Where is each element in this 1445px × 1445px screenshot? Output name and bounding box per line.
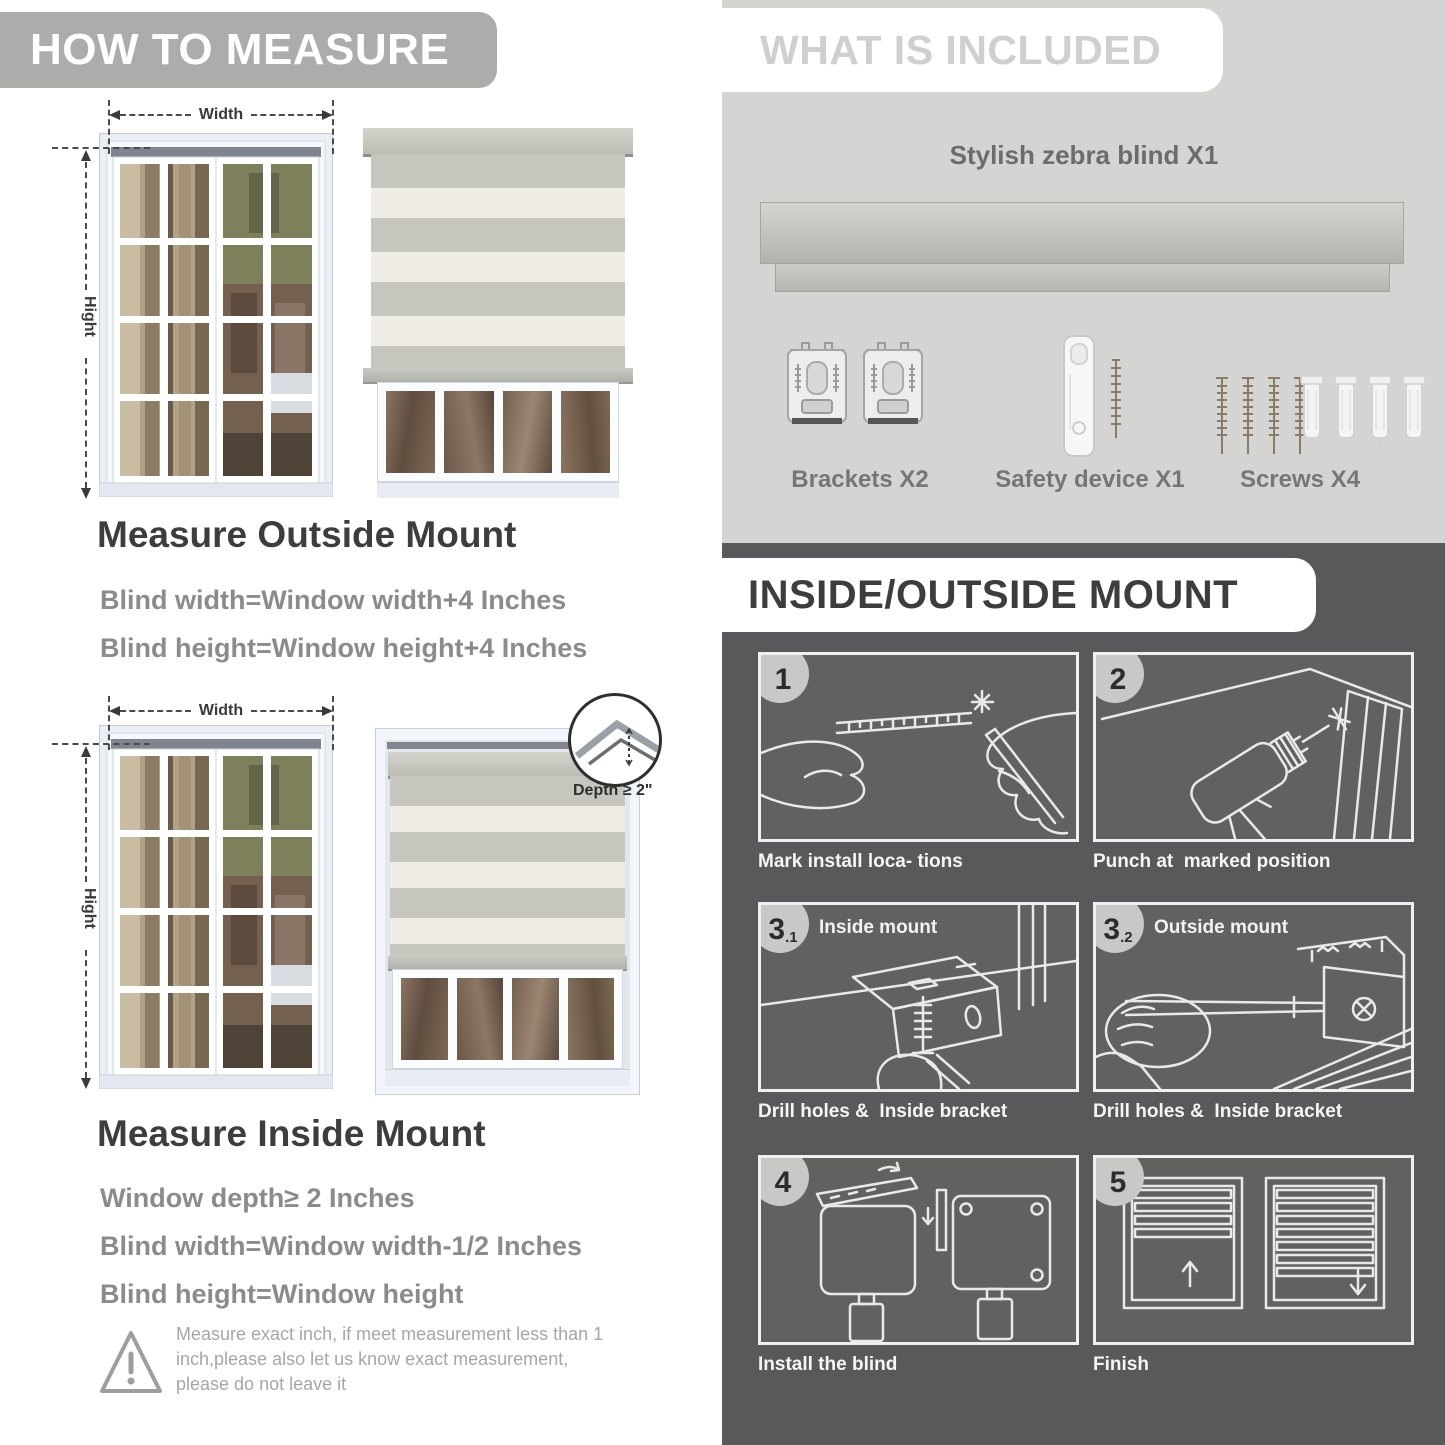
finished-blinds-illustration bbox=[1096, 1158, 1411, 1342]
screws-label: Screws X4 bbox=[1239, 466, 1361, 493]
down-arrow-icon bbox=[1351, 1270, 1365, 1294]
step-1-caption: Mark install loca- tions bbox=[758, 851, 963, 872]
arrow-right-icon bbox=[322, 706, 333, 716]
width-label-2: Width bbox=[198, 702, 244, 719]
height-tick-top bbox=[52, 147, 150, 149]
width-arrow bbox=[109, 107, 333, 123]
blind-headrail-image bbox=[760, 202, 1404, 264]
measurement-warning: Measure exact inch, if meet measurement less than 1 inch,please also let us know exact measurement, please do not leave it bbox=[176, 1324, 604, 1394]
outside-width-formula: Blind width=Window width+4 Inches bbox=[100, 585, 567, 615]
outside-height-formula: Blind height=Window height+4 Inches bbox=[100, 633, 588, 663]
inside-width-formula: Blind width=Window width-1/2 Inches bbox=[100, 1231, 583, 1261]
wall-anchors-icon bbox=[1300, 366, 1430, 458]
mounting-bracket-icon bbox=[782, 338, 852, 438]
step-3-2-caption: Drill holes & Inside bracket bbox=[1093, 1101, 1343, 1122]
step-1 bbox=[758, 652, 1098, 873]
arrow-left-icon bbox=[109, 706, 120, 716]
step-2 bbox=[1093, 652, 1433, 873]
ruler-marking-illustration bbox=[761, 655, 1076, 839]
arrow-down-icon bbox=[81, 1078, 91, 1089]
step-number-badge: 2 bbox=[1093, 652, 1144, 703]
step-3-2-panel bbox=[1093, 902, 1414, 1092]
safety-device-label: Safety device X1 bbox=[995, 466, 1185, 493]
step-number-badge: 1 bbox=[758, 652, 809, 703]
step-number-badge: 3 .1 bbox=[758, 902, 809, 953]
step-number-badge: 3 .2 bbox=[1093, 902, 1144, 953]
drill-illustration bbox=[1096, 655, 1411, 839]
outside-mount-title: Measure Outside Mount bbox=[97, 514, 517, 555]
arrow-up-icon bbox=[81, 746, 91, 757]
step-2-caption: Punch at marked position bbox=[1093, 851, 1331, 872]
step-2-panel bbox=[1093, 652, 1414, 842]
window-illustration-inside bbox=[99, 725, 333, 1089]
step-4-panel bbox=[758, 1155, 1079, 1345]
inside-height-formula: Blind height=Window height bbox=[100, 1279, 464, 1309]
height-tick-top-2 bbox=[52, 743, 150, 745]
safety-device-icon bbox=[1058, 332, 1104, 464]
window-corner-detail bbox=[571, 696, 659, 784]
window-behind-blind bbox=[377, 382, 619, 482]
how-to-measure-header bbox=[0, 12, 497, 88]
install-blind-illustration bbox=[761, 1158, 1076, 1342]
screws-icon bbox=[1212, 368, 1312, 464]
depth-note: Depth ≥ 2" bbox=[573, 782, 653, 799]
what-is-included-header bbox=[722, 8, 1223, 92]
inside-depth-formula: Window depth≥ 2 Inches bbox=[100, 1183, 415, 1213]
step-3-1 bbox=[758, 902, 1098, 1123]
what-is-included-title: WHAT IS INCLUDED bbox=[760, 27, 1162, 73]
step-4 bbox=[758, 1155, 1098, 1376]
window-sill bbox=[377, 482, 619, 498]
mounting-bracket-icon bbox=[858, 338, 928, 438]
step-4-caption: Install the blind bbox=[758, 1354, 898, 1375]
height-line-upper-2 bbox=[85, 758, 87, 882]
up-arrow-icon bbox=[1183, 1262, 1197, 1286]
height-label-2: Hight bbox=[81, 888, 98, 929]
window-behind-blind bbox=[392, 969, 623, 1069]
height-line-lower-2 bbox=[85, 950, 87, 1078]
step-number-badge: 5 bbox=[1093, 1155, 1144, 1206]
zebra-blind-outside-illustration bbox=[363, 128, 633, 497]
screw-icon bbox=[1108, 352, 1124, 442]
inside-mount-title: Measure Inside Mount bbox=[97, 1113, 486, 1154]
width-arrow-2 bbox=[109, 703, 333, 719]
depth-magnifier bbox=[568, 693, 662, 787]
blind-cassette bbox=[363, 128, 633, 157]
warning-triangle-icon bbox=[98, 1327, 164, 1397]
step-5 bbox=[1093, 1155, 1433, 1376]
height-line-lower bbox=[85, 358, 87, 488]
step-5-panel bbox=[1093, 1155, 1414, 1345]
height-label: Hight bbox=[81, 296, 98, 337]
mount-section-title: INSIDE/OUTSIDE MOUNT bbox=[748, 573, 1239, 617]
outside-mount-label: Outside mount bbox=[1154, 917, 1289, 938]
step-1-panel bbox=[758, 652, 1079, 842]
brackets-label: Brackets X2 bbox=[791, 466, 929, 493]
arrow-up-icon bbox=[81, 150, 91, 161]
blind-fabric-stripes bbox=[371, 154, 625, 368]
arrow-right-icon bbox=[322, 110, 333, 120]
width-label: Width bbox=[198, 106, 244, 123]
window-sill bbox=[385, 1069, 630, 1086]
how-to-measure-title: HOW TO MEASURE bbox=[30, 25, 450, 74]
arrow-left-icon bbox=[109, 110, 120, 120]
step-3-2 bbox=[1093, 902, 1433, 1123]
inside-mount-label: Inside mount bbox=[819, 917, 938, 938]
window-illustration-outside bbox=[99, 133, 333, 497]
step-5-caption: Finish bbox=[1093, 1354, 1149, 1375]
mount-section-header bbox=[722, 558, 1316, 632]
step-3-1-panel bbox=[758, 902, 1079, 1092]
blind-headrail-lip bbox=[775, 263, 1390, 292]
step-number-badge: 4 bbox=[758, 1155, 809, 1206]
included-blind-label: Stylish zebra blind X1 bbox=[949, 140, 1219, 170]
arrow-down-icon bbox=[81, 488, 91, 499]
blind-fabric-stripes bbox=[390, 776, 625, 956]
height-line-upper bbox=[85, 162, 87, 290]
step-3-1-caption: Drill holes & Inside bracket bbox=[758, 1101, 1008, 1122]
